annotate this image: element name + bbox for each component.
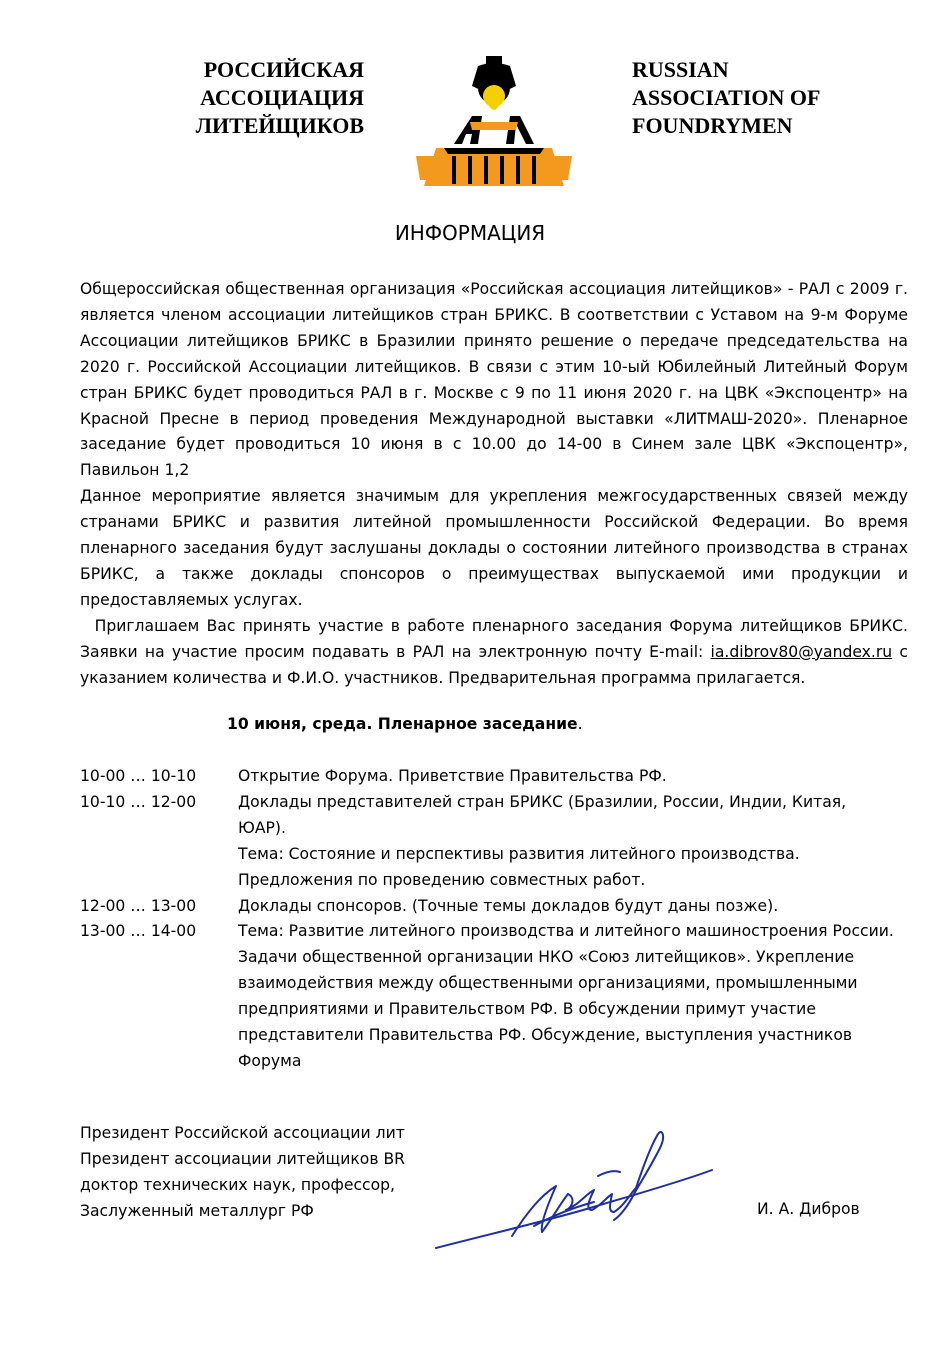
schedule-time: 10-10 … 12-00 <box>80 792 197 811</box>
letterhead-en-line: FOUNDRYMEN <box>632 113 793 138</box>
foundry-ladle-logo-icon <box>416 52 572 190</box>
schedule-desc <box>238 790 898 894</box>
signatory-titles <box>80 1120 430 1224</box>
invitation-text-end: с указанием количества и Ф.И.О. участников. Предварительная программа прилагается. <box>80 642 908 687</box>
letterhead-russian <box>150 56 364 140</box>
signatory-line: доктор технических наук, профессор, <box>80 1176 395 1194</box>
schedule-desc <box>238 764 898 790</box>
document-title: ИНФОРМАЦИЯ <box>394 221 546 245</box>
letterhead-ru-line: ЛИТЕЙЩИКОВ <box>195 113 364 138</box>
schedule-desc <box>238 894 898 920</box>
schedule-line: Открытие Форума. Приветствие Правительства РФ. <box>238 767 667 785</box>
paragraph-invitation <box>80 614 908 692</box>
day-heading <box>227 711 583 737</box>
handwritten-signature-icon <box>430 1124 720 1254</box>
paragraph-significance: Данное мероприятие является значимым для укрепления межгосударственных связей между странами БРИКС и развития литейной промышленности Российской Федерации. Во время пленарного заседания будут заслушаны доклады о состоянии литейного производства в странах БРИКС, а также доклады спонсоров о преимуществах выпускаемой ими продукции и предоставляемых услугах. <box>80 487 908 609</box>
schedule-time: 10-00 … 10-10 <box>80 767 197 785</box>
schedule-row <box>80 790 908 894</box>
schedule-line: Тема: Состояние и перспективы развития литейного производства. Предложения по проведению совместных работ. <box>238 844 800 889</box>
signatory-line: Президент Российской ассоциации лит <box>80 1124 405 1142</box>
schedule-line: Тема: Развитие литейного производства и литейного машиностроения России. Задачи общественной организации НКО «Союз литейщиков». Укрепление взаимодействия между общественными организациями, промышленными предприятиями и Правительством РФ. В обсуждении примут участие представители Правительства РФ. Обсуждение, выступления участников Форума <box>238 922 894 1070</box>
letterhead-ru-line: АССОЦИАЦИЯ <box>200 85 364 110</box>
schedule-line: Доклады представителей стран БРИКС (Бразилии, России, Индии, Китая, ЮАР). <box>238 792 847 837</box>
schedule-row <box>80 764 908 790</box>
schedule-row <box>80 919 908 1074</box>
paragraph-intro: Общероссийская общественная организация «Российская ассоциация литейщиков» - РАЛ с 2009 г. является членом ассоциации литейщиков стран БРИКС. В соответствии с Уставом на 9-м Форуме Ассоциации литейщиков БРИКС в Бразилии принято решение о передаче председательства на 2020 г. Российской Ассоциации литейщиков. В связи с этим 10-ый Юбилейный Литейный Форум стран БРИКС будет проводиться РАЛ в г. Москве с 9 по 11 июня 2020 г. на ЦВК «Экспоцентр» на Красной Пресне в период проведения Международной выставки «ЛИТМАШ-2020». Пленарное заседание будет проводиться 10 июня в с 10.00 до 14-00 в Синем зале ЦВК «Экспоцентр», Павильон 1,2 <box>80 280 908 480</box>
letterhead-en-line: ASSOCIATION OF <box>632 85 821 110</box>
day-heading-bold: 10 июня, среда. Пленарное заседание <box>227 715 578 733</box>
letterhead-ru-line: РОССИЙСКАЯ <box>203 57 364 82</box>
schedule-row <box>80 894 908 920</box>
letter-body <box>80 277 908 692</box>
signer-name: И. А. Дибров <box>757 1200 860 1218</box>
schedule-time: 13-00 … 14-00 <box>80 922 197 941</box>
email-link[interactable]: ia.dibrov80@yandex.ru <box>710 642 893 661</box>
invitation-text: Приглашаем Вас принять участие в работе пленарного заседания Форума литейщиков БРИКС. Заявки на участие просим подавать в РАЛ на электронную почту E-mail: <box>80 616 908 661</box>
signatory-line: Заслуженный металлург РФ <box>80 1202 314 1220</box>
day-heading-period: . <box>577 715 583 733</box>
letterhead-english <box>632 56 892 140</box>
letterhead-en-line: RUSSIAN <box>632 57 729 82</box>
schedule-desc <box>238 919 898 1074</box>
signatory-line: Президент ассоциации литейщиков BR <box>80 1150 406 1168</box>
schedule-time: 12-00 … 13-00 <box>80 896 197 915</box>
schedule-line: Доклады спонсоров. (Точные темы докладов будут даны позже). <box>238 896 779 915</box>
schedule-table <box>80 764 908 1075</box>
